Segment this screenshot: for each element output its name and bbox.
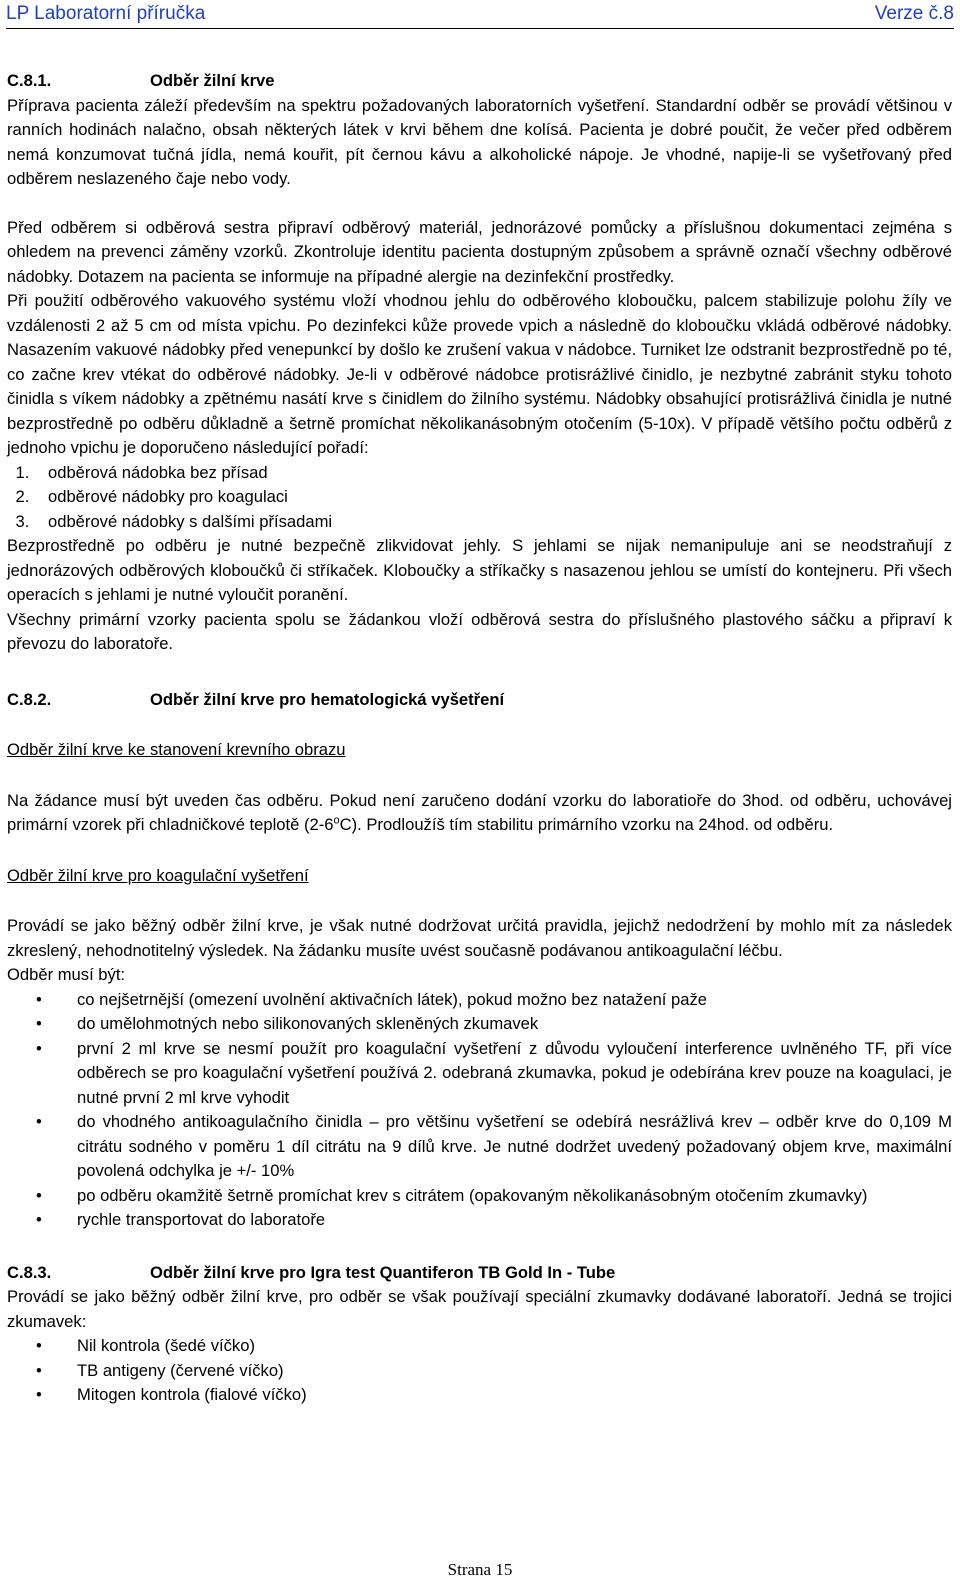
page-header bbox=[6, 0, 954, 29]
paragraph-must-be: Odběr musí být: bbox=[7, 965, 126, 984]
paragraph-coagulation: Provádí se jako běžný odběr žilní krve, je však nutné dodržovat určitá pravidla, jejichž nedodržení by mohlo mít za následek zkreslený, nehodnotitelný výsledek. Na žádanku musíte uvést současně podávanou antikoagulační léčbu. bbox=[7, 916, 952, 960]
paragraph-quantiferon: Provádí se jako běžný odběr žilní krve, pro odběr se však používají speciální zkumavky dodávané laboratoří. Jedná se trojici zkumavek: bbox=[7, 1287, 952, 1331]
quantiferon-bullet-list bbox=[7, 1334, 952, 1408]
subheading-coagulation: Odběr žilní krve pro koagulační vyšetření bbox=[7, 865, 309, 885]
paragraph-blood-count: Na žádance musí být uveden čas odběru. Pokud není zaručeno dodání vzorku do laboratioře do 3hod. od odběru, uchovávej primární vzorek při chladničkové teplotě (2-6$^o$C). Prodloužíš tím stabilitu primárního vzorku na 24hod. od odběru. bbox=[7, 790, 952, 834]
list-item: • po odběru okamžitě šetrně promíchat krev s citrátem (opakovaným několikanásobným otočením zkumavky) bbox=[77, 1184, 952, 1209]
order-list bbox=[7, 461, 952, 535]
list-item: • Mitogen kontrola (fialové víčko) bbox=[77, 1383, 952, 1408]
list-item: • rychle transportovat do laboratoře bbox=[77, 1208, 952, 1233]
paragraph-samples-transport: Všechny primární vzorky pacienta spolu se žádankou vloží odběrová sestra do příslušného plastového sáčku a připraví k převozu do laboratoře. bbox=[7, 609, 952, 653]
header-version: Verze č.8 bbox=[874, 3, 954, 24]
section-title: Odběr žilní krve bbox=[150, 71, 275, 90]
list-item: • do umělohmotných nebo silikonovaných skleněných zkumavek bbox=[77, 1012, 952, 1037]
section-heading-c83 bbox=[7, 1261, 952, 1286]
list-item: • první 2 ml krve se nesmí použít pro koagulační vyšetření z důvodu vyloučení interference uvlněného TF, při více odběrech se pro koagulační vyšetření používá 2. odebraná zkumavka, pokud je odebírána krev pouze na koagulaci, je nutné první 2 ml krve vyhodit bbox=[77, 1037, 952, 1111]
list-item: 2. odběrové nádobky pro koagulaci bbox=[34, 485, 952, 510]
list-item: • do vhodného antikoagulačního činidla – pro většinu vyšetření se odebírá nesrážlivá krev – odběr krve do 0,109 M citrátu sodného v poměru 1 díl citrátu na 9 dílů krve. Je nutné dodržet uvedený požadovaný objem krve, maximální povolená odchylka je +/- 10% bbox=[77, 1110, 952, 1184]
section-heading-c82 bbox=[7, 688, 952, 713]
document-body bbox=[7, 69, 952, 1408]
section-title: Odběr žilní krve pro hematologická vyšetření bbox=[150, 689, 505, 709]
page-number: Strana 15 bbox=[447, 1560, 513, 1579]
header-title: LP Laboratorní příručka bbox=[6, 3, 206, 24]
section-number: C.8.1. bbox=[7, 71, 52, 90]
section-heading-c81 bbox=[7, 69, 952, 94]
list-item: 3. odběrové nádobky s dalšími přísadami bbox=[34, 510, 952, 535]
section-title: Odběr žilní krve pro Igra test Quantiferon TB Gold In - Tube bbox=[150, 1262, 616, 1282]
paragraph-patient-preparation: Příprava pacienta záleží především na spektru požadovaných laboratorních vyšetření. Standardní odběr se provádí většinou v ranních hodinách nalačno, obsah některých látek v krvi během dne kolísá. Pacienta je dobré poučit, že večer před odběrem nemá konzumovat tučná jídla, nemá kouřit, pít černou kávu a alkoholické nápoje. Je vhodné, napije-li se vyšetřovaný před odběrem neslazeného čaje nebo vody. bbox=[7, 95, 952, 188]
coagulation-bullet-list bbox=[7, 988, 952, 1233]
list-item: • TB antigeny (červené víčko) bbox=[77, 1359, 952, 1384]
paragraph-vacuum-system: Při použití odběrového vakuového systému vloží vhodnou jehlu do odběrového kloboučku, palcem stabilizuje polohu žíly ve vzdálenosti 2 až 5 cm od místa vpichu. Po dezinfekci kůže provede vpich a následně do kloboučku vkládá odběrové nádobky. Nasazením vakuové nádobky před venepunkcí by došlo ke zrušení vakua v nádobce. Turniket lze odstranit bezprostředně po té, co začne krev vtékat do odběrové nádobky. Je-li v odběrové nádobce protisrážlivé činidlo, je nezbytné zabránit styku tohoto činidla s víkem nádobky a zpětnému nasátí krve s činidlem do žilního systému. Nádobky obsahující protisrážlivá činidla je nutné bezprostředně po odběru důkladně a šetrně promíchat několikanásobným otočením (5-10x). V případě většího počtu odběrů z jednoho vpichu je doporučeno následující pořadí: bbox=[7, 291, 952, 457]
list-item: • co nejšetrnější (omezení uvolnění aktivačních látek), pokud možno bez natažení paže bbox=[77, 988, 952, 1013]
paragraph-preparation-material: Před odběrem si odběrová sestra připraví odběrový materiál, jednorázové pomůcky a příslušnou dokumentaci zejména s ohledem na prevenci záměny vzorků. Zkontroluje identitu pacienta dostupným způsobem a správně označí všechny odběrové nádobky. Dotazem na pacienta se informuje na případné alergie na dezinfekční prostředky. bbox=[7, 217, 952, 286]
section-number: C.8.2. bbox=[7, 689, 52, 709]
paragraph-needle-disposal: Bezprostředně po odběru je nutné bezpečně zlikvidovat jehly. S jehlami se nijak nemanipuluje ani se neodstraňují z jednorázových odběrových kloboučků či stříkaček. Kloboučky a stříkačky s nasazenou jehlou se umístí do kontejneru. Při všech operacích s jehlami je nutné vyloučit poranění. bbox=[7, 536, 952, 604]
list-item: • Nil kontrola (šedé víčko) bbox=[77, 1334, 952, 1359]
list-item: 1. odběrová nádobka bez přísad bbox=[34, 461, 952, 486]
section-number: C.8.3. bbox=[7, 1262, 52, 1282]
subheading-blood-count: Odběr žilní krve ke stanovení krevního obrazu bbox=[7, 740, 346, 759]
